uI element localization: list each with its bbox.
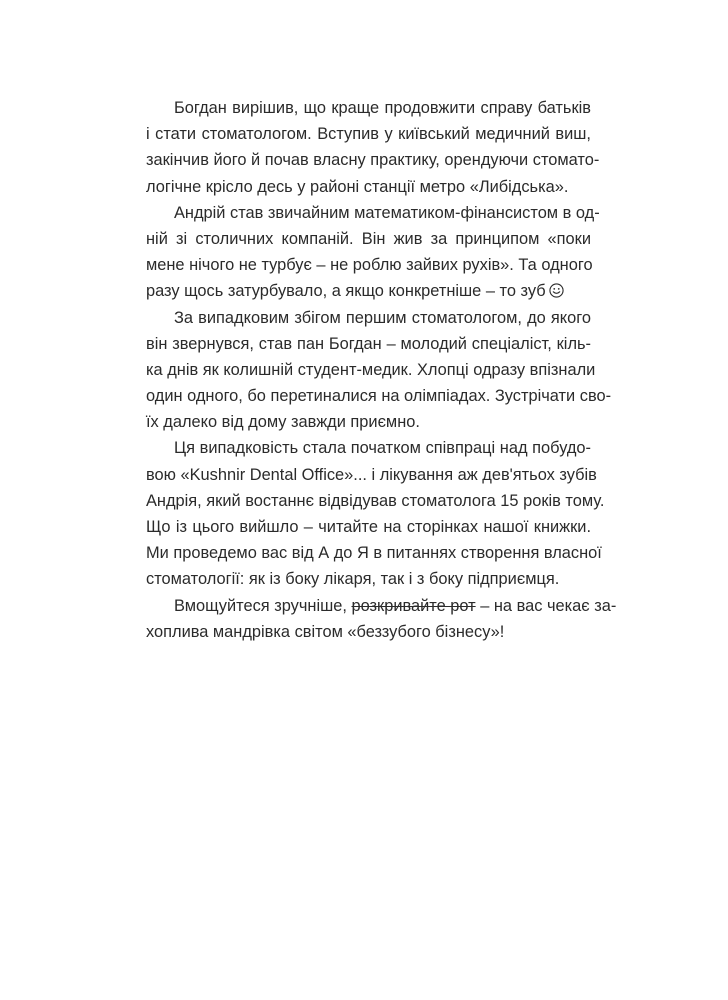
- text-line: ка днів як колишній студент-медик. Хлопці одразу впізнали: [146, 360, 596, 379]
- text-line: вою «Kushnir Dental Office»... і лікування аж дев'ятьох зубів: [146, 465, 597, 484]
- text-line: логічне крісло десь у районі станції метро «Либідська».: [146, 177, 569, 196]
- text-fragment: – на вас чекає за-: [475, 596, 617, 615]
- text-line: хоплива мандрівка світом «беззубого бізнесу»!: [146, 622, 505, 641]
- text-line: він звернувся, став пан Богдан – молодий спеціаліст, кіль-: [146, 334, 591, 353]
- text-line: Богдан вирішив, що краще продовжити справу батьків: [174, 99, 591, 117]
- paragraph-1: [146, 95, 600, 200]
- struck-text: розкривайте рот: [351, 596, 476, 615]
- text-line: Ми проведемо вас від А до Я в питаннях створення власної: [146, 544, 602, 563]
- text-line: Андрія, який востаннє відвідував стоматолога 15 років тому.: [146, 491, 605, 510]
- text-line: їх далеко від дому завжди приємно.: [146, 413, 420, 432]
- body-text: [146, 95, 617, 645]
- text-line: стоматології: як із боку лікаря, так і з боку підприємця.: [146, 570, 560, 589]
- text-line: закінчив його й почав власну практику, орендуючи стомато-: [146, 151, 600, 170]
- text-fragment: Вмощуйтеся зручніше,: [174, 596, 352, 615]
- paragraph-2: [146, 200, 600, 305]
- paragraph-4: [146, 435, 605, 592]
- text-line: і стати стоматологом. Вступив у київський медичний виш,: [146, 125, 591, 144]
- text-line: ній зі столичних компаній. Він жив за принципом «поки: [146, 229, 591, 248]
- text-line: [146, 593, 617, 619]
- paragraph-3: [146, 305, 612, 436]
- text-line: За випадковим збігом першим стоматологом, до якого: [174, 308, 591, 327]
- paragraph-5: [146, 593, 617, 645]
- text-line: один одного, бо перетиналися на олімпіадах. Зустрічати сво-: [146, 387, 612, 406]
- text-line: Андрій став звичайним математиком-фінансистом в од-: [174, 203, 600, 222]
- text-line: мене нічого не турбує – не роблю зайвих рухів». Та одного: [146, 256, 593, 275]
- text-line: Що із цього вийшло – читайте на сторінках нашої книжки.: [146, 518, 591, 536]
- smiley-face-icon: [549, 283, 564, 298]
- text-line: Ця випадковість стала початком співпраці над побудо-: [174, 439, 591, 458]
- text-line: [146, 278, 591, 304]
- text-fragment: разу щось затурбувало, а якщо конкретніше – то зуб: [146, 282, 546, 301]
